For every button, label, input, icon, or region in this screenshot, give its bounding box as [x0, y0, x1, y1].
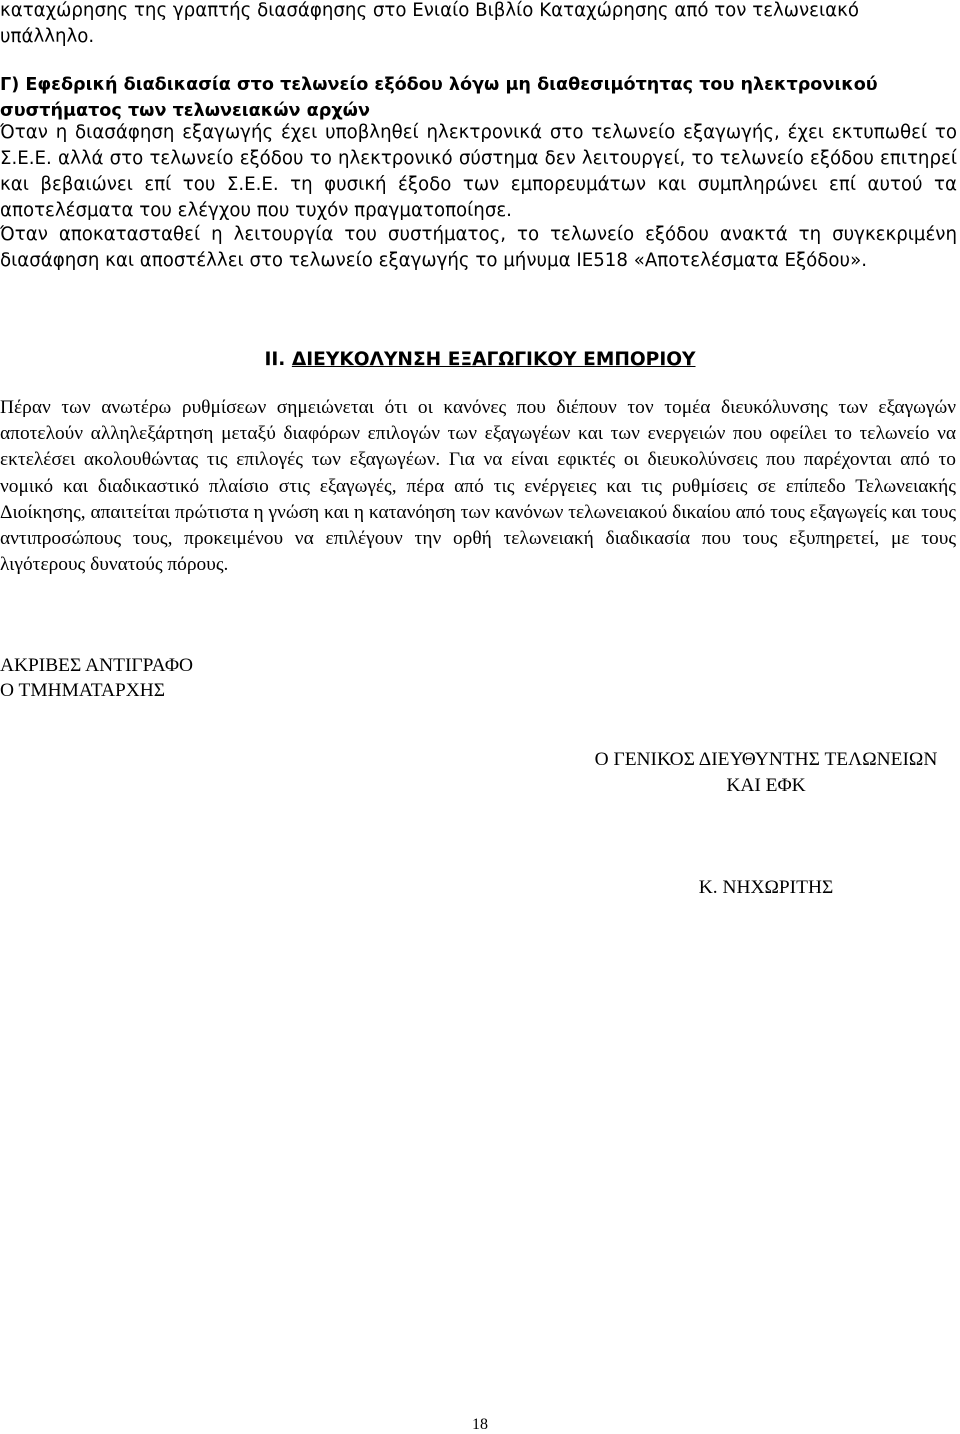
section-heading — [0, 347, 960, 373]
page-number: 18 — [472, 1416, 488, 1433]
section-head-label: Ο ΤΜΗΜΑΤΑΡΧΗΣ — [0, 680, 166, 701]
section-title: ΔΙΕΥΚΟΛΥΝΣΗ ΕΞΑΓΩΓΙΚΟΥ ΕΜΠΟΡΙΟΥ — [291, 349, 696, 370]
signatory-title-line-1: Ο ΓΕΝΙΚΟΣ ΔΙΕΥΘΥΝΤΗΣ ΤΕΛΩΝΕΙΩΝ — [594, 749, 938, 770]
paragraph-export-facilitation: Πέραν των ανωτέρω ρυθμίσεων σημειώνεται ότι οι κανόνες που διέπουν τον τομέα διευκόλυνσης των εξαγωγών αποτελούν αλληλεξάρτηση μεταξύ διαφόρων επιλογών των εξαγωγέων και των ενεργειών που οφείλει το τελωνείο να εκτελέσει ακολουθώντας τις επιλογές των εξαγωγέων. Για να είναι εφικτές οι διευκολύνσεις που παρέχονται από το νομικό και διαδικαστικό πλαίσιο στις εξαγωγές, πέρα από τις ενέργειες και τις ρυθμίσεις σε επίπεδο Τελωνειακής Διοίκησης, απαιτείται πρώτιστα η γνώση και η κατανόηση των κανόνων τελωνειακού δικαίου από τους εξαγωγείς και τους αντιπροσώπους τους, προκειμένου να επιλέγουν την ορθή τελωνειακή διαδικασία που τους εξυπηρετεί, με τους λιγότερους δυνατούς πόρους. — [0, 397, 956, 576]
signatory-name: Κ. ΝΗΧΩΡΙΤΗΣ — [698, 877, 834, 898]
continuation-paragraph: καταχώρησης της γραπτής διασάφησης στο Ενιαίο Βιβλίο Καταχώρησης από τον τελωνειακό υπάλληλο. — [0, 0, 859, 47]
section-number: ΙΙ. — [264, 349, 286, 370]
true-copy-label: ΑΚΡΙΒΕΣ ΑΝΤΙΓΡΑΦΟ — [0, 655, 194, 676]
paragraph-backup-procedure: Όταν η διασάφηση εξαγωγής έχει υποβληθεί ηλεκτρονικά στο τελωνείο εξαγωγής, έχει εκτυπωθεί το Σ.Ε.Ε. αλλά στο τελωνείο εξόδου το ηλεκτρονικό σύστημα δεν λειτουργεί, το τελωνείο εξόδου επιτηρεί και βεβαιώνει επί του Σ.Ε.Ε. τη φυσική έξοδο των εμπορευμάτων και συμπληρώνει επί αυτού τα αποτελέσματα του ελέγχου που τυχόν πραγματοποίησε. — [0, 122, 957, 221]
paragraph-system-restored: Όταν αποκατασταθεί η λειτουργία του συστήματος, το τελωνείο εξόδου ανακτά τη συγκεκριμένη διασάφηση και αποστέλλει στο τελωνείο εξαγωγής το μήνυμα IE518 «Αποτελέσματα Εξόδου». — [0, 224, 957, 271]
subsection-heading: Γ) Εφεδρική διαδικασία στο τελωνείο εξόδου λόγω μη διαθεσιμότητας του ηλεκτρονικού συστήματος των τελωνειακών αρχών — [0, 75, 878, 121]
signatory-title-line-2: ΚΑΙ ΕΦΚ — [726, 775, 806, 796]
